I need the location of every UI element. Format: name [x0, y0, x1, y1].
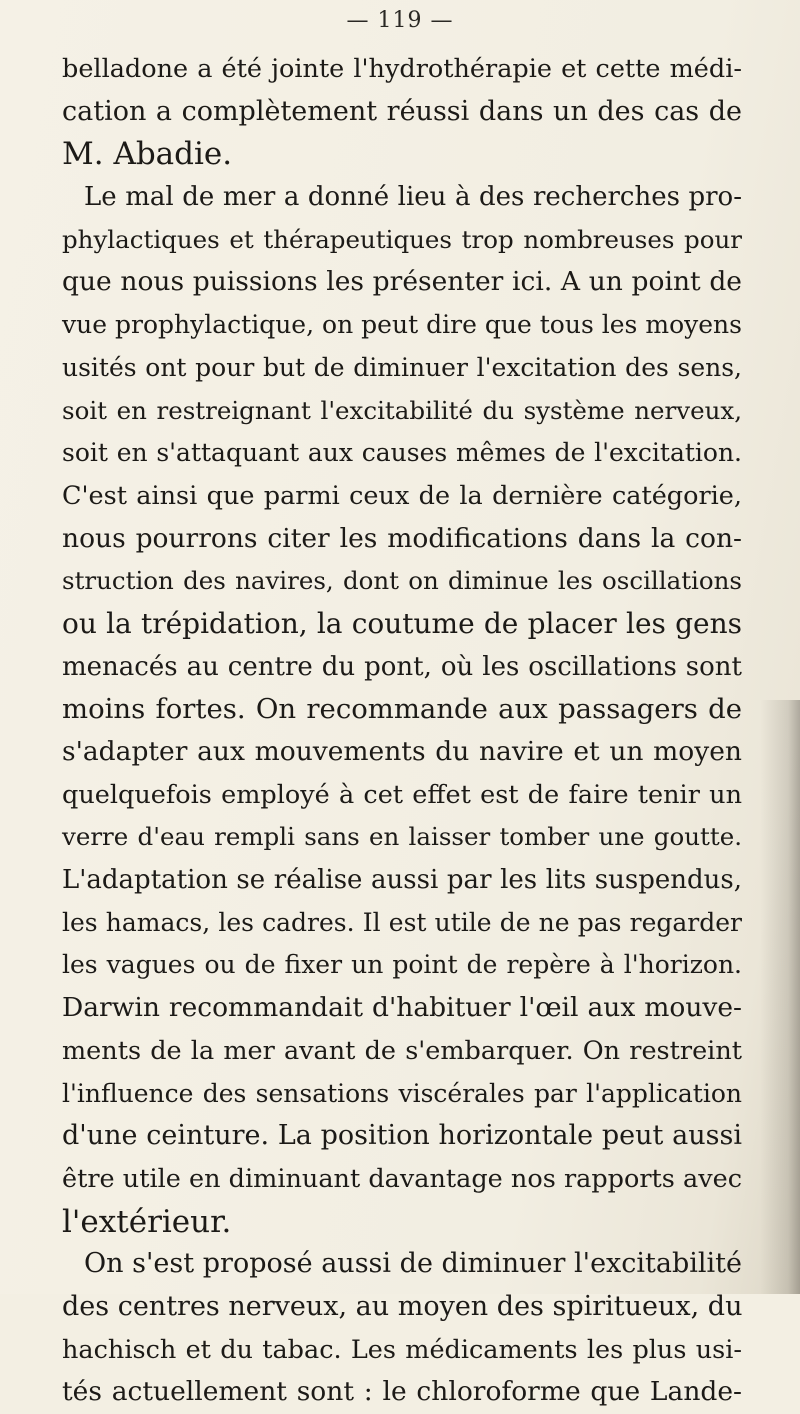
text-line: soit en s'attaquant aux causes mêmes de l'excitation.	[62, 438, 742, 468]
text-line: être utile en diminuant davantage nos rapports avec	[62, 1163, 742, 1194]
text-line: C'est ainsi que parmi ceux de la dernière catégorie,	[62, 480, 742, 511]
page-number: — 119 —	[346, 8, 454, 33]
text-line: des centres nerveux, au moyen des spiritueux, du	[62, 1290, 743, 1322]
text-line: nous pourrons citer les modifications dans la con-	[62, 522, 742, 554]
text-line: M. Abadie.	[62, 136, 233, 173]
text-line: Darwin recommandait d'habituer l'œil aux mouve-	[62, 992, 742, 1024]
text-line: vue prophylactique, on peut dire que tous les moyens	[62, 310, 742, 340]
text-line: usités ont pour but de diminuer l'excitation des sens,	[62, 352, 742, 382]
text-line: On s'est proposé aussi de diminuer l'excitabilité	[84, 1248, 742, 1280]
text-line: les vagues ou de fixer un point de repère à l'horizon.	[62, 950, 742, 980]
text-line: verre d'eau rempli sans en laisser tomber une goutte.	[62, 822, 742, 852]
text-line: struction des navires, dont on diminue les oscillations	[62, 566, 742, 596]
text-line: hachisch et du tabac. Les médicaments les plus usi-	[62, 1334, 742, 1365]
text-line: phylactiques et thérapeutiques trop nombreuses pour	[62, 224, 742, 254]
text-line: quelquefois employé à cet effet est de faire tenir un	[62, 779, 742, 810]
text-line: tés actuellement sont : le chloroforme que Lande-	[62, 1376, 742, 1408]
body-text	[62, 48, 742, 1414]
text-line: que nous puissions les présenter ici. A un point de	[62, 266, 742, 298]
text-line: les hamacs, les cadres. Il est utile de ne pas regarder	[62, 907, 742, 937]
page-edge-shadow	[760, 700, 800, 1294]
text-line: belladone a été jointe l'hydrothérapie et cette médi-	[62, 54, 742, 84]
text-line: L'adaptation se réalise aussi par les lits suspendus,	[62, 865, 742, 896]
text-line: Le mal de mer a donné lieu à des recherches pro-	[84, 182, 742, 213]
text-line: l'extérieur.	[62, 1203, 232, 1240]
text-line: soit en restreignant l'excitabilité du système nerveux,	[62, 395, 742, 425]
text-line: d'une ceinture. La position horizontale peut aussi	[62, 1120, 742, 1152]
text-line: s'adapter aux mouvements du navire et un moyen	[62, 736, 742, 767]
text-line: cation a complètement réussi dans un des cas de	[62, 95, 742, 127]
text-line: moins fortes. On recommande aux passagers de	[62, 693, 742, 726]
text-line: ou la trépidation, la coutume de placer les gens	[62, 606, 742, 640]
text-line: l'influence des sensations viscérales par l'application	[62, 1078, 742, 1108]
text-line: ments de la mer avant de s'embarquer. On restreint	[62, 1035, 742, 1066]
text-line: menacés au centre du pont, où les oscillations sont	[62, 651, 742, 682]
